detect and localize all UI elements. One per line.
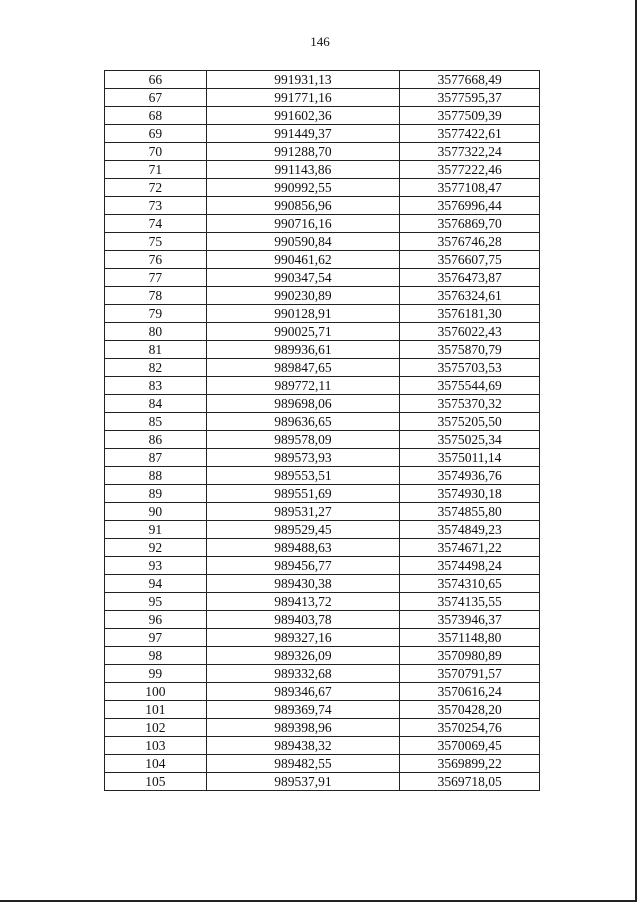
point-number-cell: 81 xyxy=(105,341,207,359)
y-coordinate-cell: 3577595,37 xyxy=(400,89,540,107)
x-coordinate-cell: 989482,55 xyxy=(206,755,400,773)
y-coordinate-cell: 3574671,22 xyxy=(400,539,540,557)
point-number-cell: 68 xyxy=(105,107,207,125)
table-row xyxy=(105,287,540,305)
x-coordinate-cell: 989332,68 xyxy=(206,665,400,683)
x-coordinate-cell: 989403,78 xyxy=(206,611,400,629)
point-number-cell: 75 xyxy=(105,233,207,251)
y-coordinate-cell: 3575011,14 xyxy=(400,449,540,467)
y-coordinate-cell: 3574936,76 xyxy=(400,467,540,485)
table-row xyxy=(105,269,540,287)
x-coordinate-cell: 989438,32 xyxy=(206,737,400,755)
table-row xyxy=(105,539,540,557)
point-number-cell: 78 xyxy=(105,287,207,305)
point-number-cell: 74 xyxy=(105,215,207,233)
x-coordinate-cell: 989578,09 xyxy=(206,431,400,449)
table-row xyxy=(105,377,540,395)
point-number-cell: 98 xyxy=(105,647,207,665)
table-row xyxy=(105,71,540,89)
table-row xyxy=(105,521,540,539)
point-number-cell: 77 xyxy=(105,269,207,287)
y-coordinate-cell: 3576473,87 xyxy=(400,269,540,287)
table-row xyxy=(105,305,540,323)
y-coordinate-cell: 3576746,28 xyxy=(400,233,540,251)
x-coordinate-cell: 990856,96 xyxy=(206,197,400,215)
point-number-cell: 70 xyxy=(105,143,207,161)
x-coordinate-cell: 989847,65 xyxy=(206,359,400,377)
y-coordinate-cell: 3575025,34 xyxy=(400,431,540,449)
x-coordinate-cell: 989346,67 xyxy=(206,683,400,701)
table-row xyxy=(105,323,540,341)
x-coordinate-cell: 989551,69 xyxy=(206,485,400,503)
point-number-cell: 71 xyxy=(105,161,207,179)
x-coordinate-cell: 991143,86 xyxy=(206,161,400,179)
y-coordinate-cell: 3570616,24 xyxy=(400,683,540,701)
x-coordinate-cell: 989327,16 xyxy=(206,629,400,647)
x-coordinate-cell: 989413,72 xyxy=(206,593,400,611)
x-coordinate-cell: 989698,06 xyxy=(206,395,400,413)
y-coordinate-cell: 3574930,18 xyxy=(400,485,540,503)
y-coordinate-cell: 3573946,37 xyxy=(400,611,540,629)
table-row xyxy=(105,665,540,683)
y-coordinate-cell: 3576324,61 xyxy=(400,287,540,305)
x-coordinate-cell: 989430,38 xyxy=(206,575,400,593)
table-row xyxy=(105,89,540,107)
y-coordinate-cell: 3570254,76 xyxy=(400,719,540,737)
x-coordinate-cell: 989398,96 xyxy=(206,719,400,737)
point-number-cell: 96 xyxy=(105,611,207,629)
y-coordinate-cell: 3576996,44 xyxy=(400,197,540,215)
y-coordinate-cell: 3569899,22 xyxy=(400,755,540,773)
x-coordinate-cell: 991288,70 xyxy=(206,143,400,161)
x-coordinate-cell: 989529,45 xyxy=(206,521,400,539)
point-number-cell: 101 xyxy=(105,701,207,719)
point-number-cell: 91 xyxy=(105,521,207,539)
y-coordinate-cell: 3574849,23 xyxy=(400,521,540,539)
point-number-cell: 84 xyxy=(105,395,207,413)
point-number-cell: 105 xyxy=(105,773,207,791)
y-coordinate-cell: 3576869,70 xyxy=(400,215,540,233)
x-coordinate-cell: 990230,89 xyxy=(206,287,400,305)
table-row xyxy=(105,575,540,593)
point-number-cell: 67 xyxy=(105,89,207,107)
x-coordinate-cell: 989531,27 xyxy=(206,503,400,521)
x-coordinate-cell: 990461,62 xyxy=(206,251,400,269)
x-coordinate-cell: 989326,09 xyxy=(206,647,400,665)
y-coordinate-cell: 3575703,53 xyxy=(400,359,540,377)
point-number-cell: 69 xyxy=(105,125,207,143)
x-coordinate-cell: 991931,13 xyxy=(206,71,400,89)
x-coordinate-cell: 989936,61 xyxy=(206,341,400,359)
point-number-cell: 86 xyxy=(105,431,207,449)
x-coordinate-cell: 989772,11 xyxy=(206,377,400,395)
point-number-cell: 76 xyxy=(105,251,207,269)
y-coordinate-cell: 3570791,57 xyxy=(400,665,540,683)
point-number-cell: 99 xyxy=(105,665,207,683)
y-coordinate-cell: 3570069,45 xyxy=(400,737,540,755)
y-coordinate-cell: 3569718,05 xyxy=(400,773,540,791)
table-row xyxy=(105,197,540,215)
table-row xyxy=(105,467,540,485)
table-row xyxy=(105,485,540,503)
y-coordinate-cell: 3577668,49 xyxy=(400,71,540,89)
x-coordinate-cell: 989369,74 xyxy=(206,701,400,719)
y-coordinate-cell: 3571148,80 xyxy=(400,629,540,647)
table-row xyxy=(105,251,540,269)
table-row xyxy=(105,773,540,791)
y-coordinate-cell: 3575205,50 xyxy=(400,413,540,431)
table-row xyxy=(105,719,540,737)
x-coordinate-cell: 991602,36 xyxy=(206,107,400,125)
point-number-cell: 80 xyxy=(105,323,207,341)
point-number-cell: 93 xyxy=(105,557,207,575)
table-row xyxy=(105,683,540,701)
table-row xyxy=(105,629,540,647)
x-coordinate-cell: 989456,77 xyxy=(206,557,400,575)
point-number-cell: 66 xyxy=(105,71,207,89)
y-coordinate-cell: 3570428,20 xyxy=(400,701,540,719)
coordinates-table-body xyxy=(105,71,540,791)
y-coordinate-cell: 3576181,30 xyxy=(400,305,540,323)
table-row xyxy=(105,413,540,431)
x-coordinate-cell: 989488,63 xyxy=(206,539,400,557)
point-number-cell: 95 xyxy=(105,593,207,611)
y-coordinate-cell: 3574310,65 xyxy=(400,575,540,593)
x-coordinate-cell: 990128,91 xyxy=(206,305,400,323)
table-row xyxy=(105,611,540,629)
x-coordinate-cell: 990347,54 xyxy=(206,269,400,287)
point-number-cell: 88 xyxy=(105,467,207,485)
x-coordinate-cell: 990992,55 xyxy=(206,179,400,197)
point-number-cell: 92 xyxy=(105,539,207,557)
point-number-cell: 72 xyxy=(105,179,207,197)
point-number-cell: 73 xyxy=(105,197,207,215)
y-coordinate-cell: 3574855,80 xyxy=(400,503,540,521)
y-coordinate-cell: 3577108,47 xyxy=(400,179,540,197)
table-row xyxy=(105,359,540,377)
x-coordinate-cell: 990025,71 xyxy=(206,323,400,341)
point-number-cell: 94 xyxy=(105,575,207,593)
y-coordinate-cell: 3577422,61 xyxy=(400,125,540,143)
point-number-cell: 90 xyxy=(105,503,207,521)
y-coordinate-cell: 3575370,32 xyxy=(400,395,540,413)
x-coordinate-cell: 990716,16 xyxy=(206,215,400,233)
y-coordinate-cell: 3574135,55 xyxy=(400,593,540,611)
table-row xyxy=(105,179,540,197)
table-row xyxy=(105,395,540,413)
table-row xyxy=(105,737,540,755)
point-number-cell: 100 xyxy=(105,683,207,701)
x-coordinate-cell: 991771,16 xyxy=(206,89,400,107)
table-row xyxy=(105,161,540,179)
point-number-cell: 97 xyxy=(105,629,207,647)
table-row xyxy=(105,557,540,575)
x-coordinate-cell: 989636,65 xyxy=(206,413,400,431)
point-number-cell: 89 xyxy=(105,485,207,503)
table-row xyxy=(105,107,540,125)
table-row xyxy=(105,449,540,467)
table-row xyxy=(105,755,540,773)
y-coordinate-cell: 3577222,46 xyxy=(400,161,540,179)
table-row xyxy=(105,341,540,359)
y-coordinate-cell: 3576022,43 xyxy=(400,323,540,341)
table-row xyxy=(105,233,540,251)
point-number-cell: 85 xyxy=(105,413,207,431)
x-coordinate-cell: 989553,51 xyxy=(206,467,400,485)
y-coordinate-cell: 3575870,79 xyxy=(400,341,540,359)
y-coordinate-cell: 3576607,75 xyxy=(400,251,540,269)
table-row xyxy=(105,215,540,233)
page-number: 146 xyxy=(310,34,330,49)
coordinates-table xyxy=(104,70,540,791)
y-coordinate-cell: 3577509,39 xyxy=(400,107,540,125)
table-row xyxy=(105,503,540,521)
x-coordinate-cell: 991449,37 xyxy=(206,125,400,143)
x-coordinate-cell: 990590,84 xyxy=(206,233,400,251)
x-coordinate-cell: 989573,93 xyxy=(206,449,400,467)
point-number-cell: 87 xyxy=(105,449,207,467)
point-number-cell: 104 xyxy=(105,755,207,773)
point-number-cell: 83 xyxy=(105,377,207,395)
point-number-cell: 79 xyxy=(105,305,207,323)
table-row xyxy=(105,701,540,719)
y-coordinate-cell: 3577322,24 xyxy=(400,143,540,161)
y-coordinate-cell: 3574498,24 xyxy=(400,557,540,575)
table-row xyxy=(105,593,540,611)
point-number-cell: 102 xyxy=(105,719,207,737)
x-coordinate-cell: 989537,91 xyxy=(206,773,400,791)
table-row xyxy=(105,143,540,161)
point-number-cell: 82 xyxy=(105,359,207,377)
table-row xyxy=(105,125,540,143)
table-row xyxy=(105,647,540,665)
y-coordinate-cell: 3570980,89 xyxy=(400,647,540,665)
y-coordinate-cell: 3575544,69 xyxy=(400,377,540,395)
point-number-cell: 103 xyxy=(105,737,207,755)
table-row xyxy=(105,431,540,449)
